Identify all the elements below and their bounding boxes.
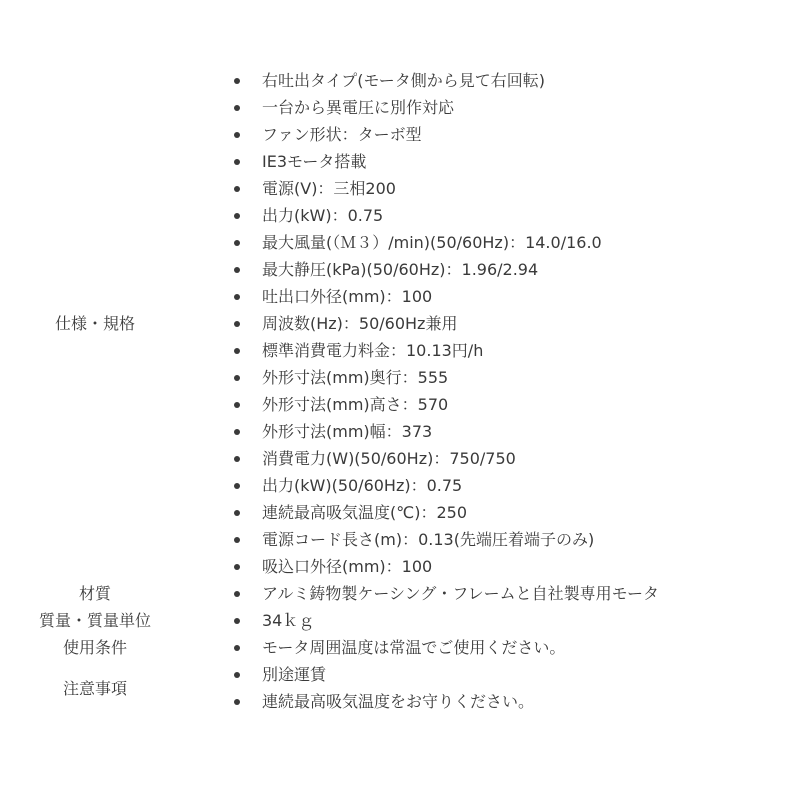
spec-value-text: 周波数(Hz)：50/60Hz兼用 [262, 314, 458, 333]
spec-value-item [190, 67, 800, 94]
spec-label: 使用条件 [62, 638, 127, 657]
spec-value-item [190, 688, 800, 715]
spec-value-text: モータ周囲温度は常温でご使用ください。 [262, 638, 566, 657]
bullet-icon [234, 321, 240, 327]
spec-row-usage-conditions [0, 634, 800, 661]
spec-value-text: 消費電力(W)(50/60Hz)：750/750 [262, 449, 516, 468]
bullet-icon [234, 645, 240, 651]
spec-row-material [0, 580, 800, 607]
bullet-icon [234, 537, 240, 543]
spec-value-item [190, 337, 800, 364]
spec-value-list [190, 67, 800, 580]
spec-value-text: 右吐出タイプ(モータ側から見て右回転) [262, 71, 546, 90]
spec-label: 仕様・規格 [54, 314, 135, 333]
bullet-icon [234, 159, 240, 165]
spec-value-item [190, 580, 800, 607]
spec-value-text: 出力(kW)(50/60Hz)：0.75 [262, 476, 463, 495]
bullet-icon [234, 618, 240, 624]
spec-value-item [190, 634, 800, 661]
bullet-icon [234, 240, 240, 246]
spec-value-item [190, 553, 800, 580]
spec-value-item [190, 121, 800, 148]
spec-value-item [190, 148, 800, 175]
bullet-icon [234, 510, 240, 516]
spec-row-specifications [0, 67, 800, 580]
bullet-icon [234, 402, 240, 408]
spec-value-item [190, 445, 800, 472]
spec-value-text: 最大静圧(kPa)(50/60Hz)：1.96/2.94 [262, 260, 539, 279]
bullet-icon [234, 105, 240, 111]
bullet-icon [234, 564, 240, 570]
bullet-icon [234, 294, 240, 300]
bullet-icon [234, 456, 240, 462]
spec-value-item [190, 364, 800, 391]
spec-value-list [190, 580, 800, 607]
spec-table [0, 67, 800, 715]
spec-value-item [190, 94, 800, 121]
spec-value-text: 電源(V)：三相200 [262, 179, 396, 198]
spec-value-list [190, 661, 800, 715]
spec-value-text: 外形寸法(mm)幅：373 [262, 422, 433, 441]
bullet-icon [234, 267, 240, 273]
spec-label: 材質 [78, 584, 111, 603]
spec-value-text: 一台から異電圧に別作対応 [262, 98, 455, 117]
spec-value-item [190, 418, 800, 445]
spec-value-item [190, 661, 800, 688]
spec-value-item [190, 526, 800, 553]
spec-value-item [190, 175, 800, 202]
spec-value-item [190, 499, 800, 526]
spec-value-text: 連続最高吸気温度をお守りください。 [262, 692, 535, 711]
spec-row-notes [0, 661, 800, 715]
spec-value-item [190, 229, 800, 256]
spec-value-list [190, 634, 800, 661]
spec-value-text: 連続最高吸気温度(℃)：250 [262, 503, 467, 522]
bullet-icon [234, 348, 240, 354]
spec-value-text: アルミ鋳物製ケーシング・フレームと自社製専用モータ [262, 584, 660, 603]
spec-value-item [190, 607, 800, 634]
spec-value-text: 外形寸法(mm)奥行：555 [262, 368, 449, 387]
spec-value-text: 電源コード長さ(m)：0.13(先端圧着端子のみ) [262, 530, 595, 549]
spec-value-text: IE3モータ搭載 [262, 152, 367, 171]
spec-value-text: 最大風量(（Ｍ３）/min)(50/60Hz)：14.0/16.0 [262, 233, 602, 252]
spec-value-text: 34ｋｇ [262, 611, 315, 630]
bullet-icon [234, 186, 240, 192]
spec-value-item [190, 472, 800, 499]
spec-value-text: 吸込口外径(mm)：100 [262, 557, 433, 576]
spec-label: 質量・質量単位 [38, 611, 151, 630]
spec-value-item [190, 391, 800, 418]
bullet-icon [234, 375, 240, 381]
bullet-icon [234, 213, 240, 219]
spec-value-text: 吐出口外径(mm)：100 [262, 287, 433, 306]
bullet-icon [234, 672, 240, 678]
spec-value-item [190, 256, 800, 283]
spec-row-weight [0, 607, 800, 634]
spec-value-item [190, 202, 800, 229]
bullet-icon [234, 483, 240, 489]
bullet-icon [234, 429, 240, 435]
spec-value-item [190, 283, 800, 310]
bullet-icon [234, 78, 240, 84]
spec-value-text: 標準消費電力料金：10.13円/h [262, 341, 484, 360]
spec-value-text: ファン形状：ターボ型 [262, 125, 422, 144]
bullet-icon [234, 132, 240, 138]
spec-label: 注意事項 [62, 678, 127, 698]
spec-value-text: 出力(kW)：0.75 [262, 206, 384, 225]
spec-value-text: 別途運賃 [262, 665, 327, 684]
bullet-icon [234, 699, 240, 705]
spec-value-text: 外形寸法(mm)高さ：570 [262, 395, 449, 414]
spec-value-item [190, 310, 800, 337]
bullet-icon [234, 591, 240, 597]
spec-value-list [190, 607, 800, 634]
